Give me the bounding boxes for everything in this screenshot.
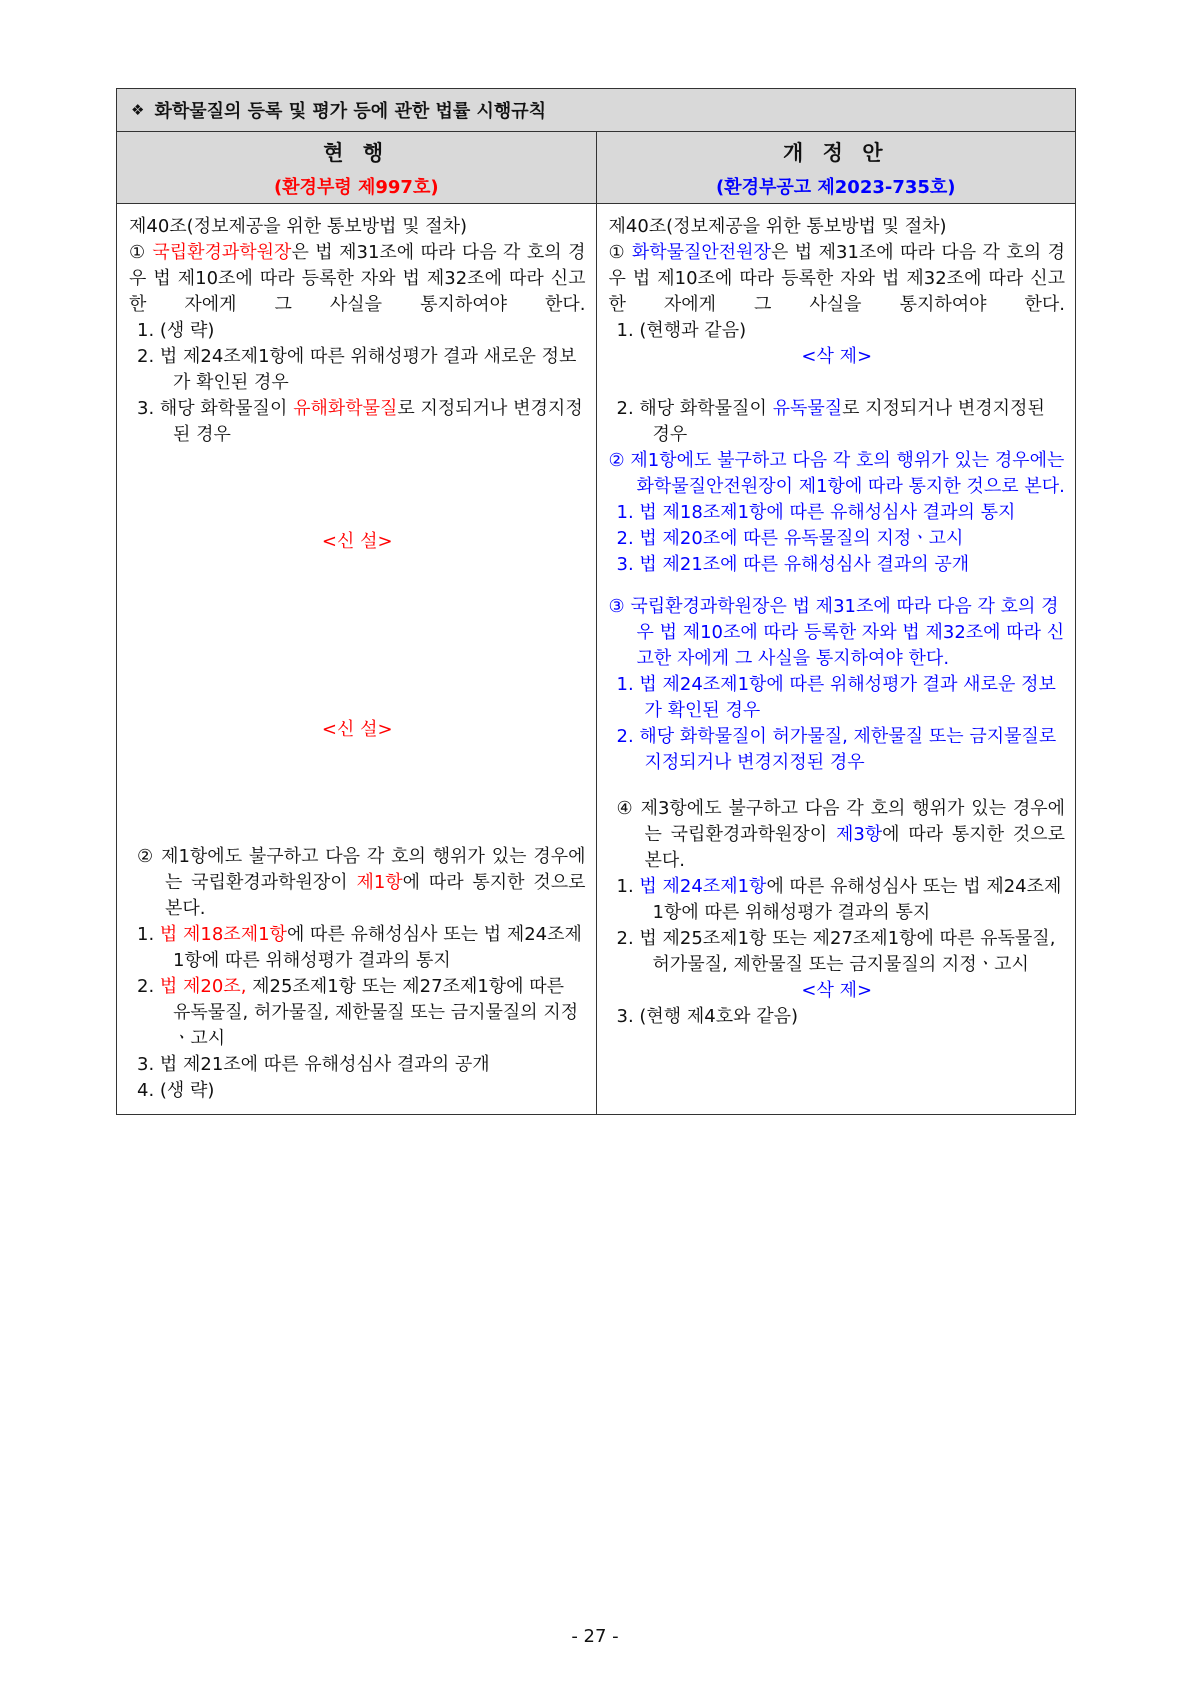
- item-text: 제25조제1항 또는 제27조제1항에 따른 유독물질, 허가물질, 제한물질 또는 금지물질의 지정ㆍ고시: [173, 976, 579, 1049]
- item: 3. 법 제21조에 따른 유해성심사 결과의 공개: [616, 554, 970, 575]
- new-placeholder-1: [129, 448, 586, 636]
- item-2: [609, 396, 1066, 448]
- p2-item-3: 3. 법 제21조에 따른 유해성심사 결과의 공개: [137, 1054, 490, 1075]
- paragraph-1: [609, 240, 1066, 318]
- new-paragraph-2: [609, 448, 1066, 578]
- item-text: 에 따른 유해성심사 또는 법 제24조제1항에 따른 위해성평가 결과의 통지: [652, 876, 1062, 923]
- highlight-blue: 제3항: [835, 824, 883, 845]
- item-text: 로 지정되거나 변경지정된 경우: [652, 398, 1045, 445]
- item-2: 2. 법 제24조제1항에 따른 위해성평가 결과 새로운 정보가 확인된 경우: [137, 346, 577, 393]
- paragraph-text: ④ 제3항에도 불구하고 다음 각 호의 행위가 있는 경우에는 국립환경과학원장이: [616, 798, 1065, 845]
- p2-item-2: [129, 974, 586, 1052]
- diamond-bullet-icon: ❖: [131, 101, 145, 119]
- new-marker: <신 설>: [321, 531, 393, 552]
- revised-title: 개 정 안: [783, 140, 889, 165]
- item-text: 2. 해당 화학물질이: [616, 398, 773, 419]
- item-number: 1.: [616, 876, 640, 897]
- article-heading: 제40조(정보제공을 위한 통보방법 및 절차): [129, 216, 468, 237]
- highlight-red: 법 제20조,: [159, 976, 247, 997]
- paragraph-2: [129, 844, 586, 922]
- body-row: [117, 204, 1075, 1114]
- highlight-blue: 유독물질: [772, 398, 843, 419]
- item-text: 로 지정되거나 변경지정된 경우: [173, 398, 583, 445]
- highlight-red: 법 제18조제1항: [159, 924, 287, 945]
- revised-subtitle: (환경부공고 제2023-735호): [715, 176, 956, 198]
- current-column-header: [117, 132, 596, 203]
- item: 2. 해당 화학물질이 허가물질, 제한물질 또는 금지물질로 지정되거나 변경지정된 경우: [616, 726, 1057, 773]
- item-1: 1. (생 략): [137, 320, 215, 341]
- paragraph-1: [129, 240, 586, 318]
- highlight-red: 유해화학물질: [293, 398, 398, 419]
- p2-item-4: 4. (생 략): [137, 1080, 215, 1101]
- title-text: 화학물질의 등록 및 평가 등에 관한 법률 시행규칙: [154, 101, 547, 122]
- paragraph-text: 은 법 제31조에 따라 다음 각 호의 경우 법 제10조에 따라 등록한 자와 법 제32조에 따라 신고한 자에게 그 사실을 통지하여야 한다.: [608, 242, 1066, 315]
- paragraph-4: [609, 796, 1066, 874]
- paragraph-text: 은 법 제31조에 따라 다음 각 호의 경우 법 제10조에 따라 등록한 자와 법 제32조에 따라 신고한 자에게 그 사실을 통지하여야 한다.: [129, 242, 586, 315]
- paragraph-number: ①: [129, 242, 146, 263]
- column-header-row: [117, 132, 1075, 204]
- item-1: 1. (현행과 같음): [616, 320, 747, 341]
- item: 2. 법 제20조에 따른 유독물질의 지정ㆍ고시: [616, 528, 964, 549]
- revised-column-header: [596, 132, 1076, 203]
- paragraph-text: 에 따라 통지한 것으로 본다.: [644, 824, 1065, 871]
- revised-column: [596, 204, 1076, 1114]
- highlight-blue: 법 제24조제1항: [639, 876, 767, 897]
- deleted-marker: <삭 제>: [801, 346, 873, 367]
- item-text: 에 따른 유해성심사 또는 법 제24조제1항에 따른 위해성평가 결과의 통지: [173, 924, 582, 971]
- item-number: 2.: [137, 976, 160, 997]
- deleted-marker: <삭 제>: [801, 980, 873, 1001]
- page-number: - 27 -: [571, 1626, 619, 1647]
- document-title: [117, 89, 1075, 132]
- p4-item-1: [609, 874, 1066, 926]
- paragraph-text: ② 제1항에도 불구하고 다음 각 호의 행위가 있는 경우에는 화학물질안전원장이 제1항에 따라 통지한 것으로 본다.: [608, 450, 1065, 497]
- item-text: 3. 해당 화학물질이: [137, 398, 294, 419]
- p4-item-3: 3. (현행 제4호와 같음): [616, 1006, 799, 1027]
- current-subtitle: (환경부령 제997호): [273, 176, 439, 198]
- paragraph-text: ② 제1항에도 불구하고 다음 각 호의 행위가 있는 경우에는 국립환경과학원장이: [137, 846, 586, 893]
- highlight-blue: 화학물질안전원장: [631, 242, 771, 263]
- new-placeholder-2: [129, 636, 586, 824]
- item: 1. 법 제24조제1항에 따른 위해성평가 결과 새로운 정보가 확인된 경우: [616, 674, 1056, 721]
- item-number: 1.: [137, 924, 160, 945]
- current-title: 현 행: [323, 140, 390, 165]
- article-heading: 제40조(정보제공을 위한 통보방법 및 절차): [608, 216, 947, 237]
- paragraph-text: 에 따라 통지한 것으로 본다.: [165, 872, 586, 919]
- current-column: [117, 204, 596, 1114]
- paragraph-text: ③ 국립환경과학원장은 법 제31조에 따라 다음 각 호의 경우 법 제10조에 따라 등록한 자와 법 제32조에 따라 신고한 자에게 그 사실을 통지하여야 한다.: [608, 596, 1065, 669]
- item: 1. 법 제18조제1항에 따른 유해성심사 결과의 통지: [616, 502, 1016, 523]
- item-3: [129, 396, 586, 448]
- p4-item-2: 2. 법 제25조제1항 또는 제27조제1항에 따른 유독물질, 허가물질, 제한물질 또는 금지물질의 지정ㆍ고시: [616, 928, 1056, 975]
- p2-item-1: [129, 922, 586, 974]
- new-paragraph-3: [609, 594, 1066, 776]
- new-marker: <신 설>: [321, 719, 393, 740]
- paragraph-number: ①: [608, 242, 626, 263]
- highlight-red: 국립환경과학원장: [152, 242, 292, 263]
- highlight-red: 제1항: [356, 872, 403, 893]
- comparison-table: [116, 88, 1076, 1115]
